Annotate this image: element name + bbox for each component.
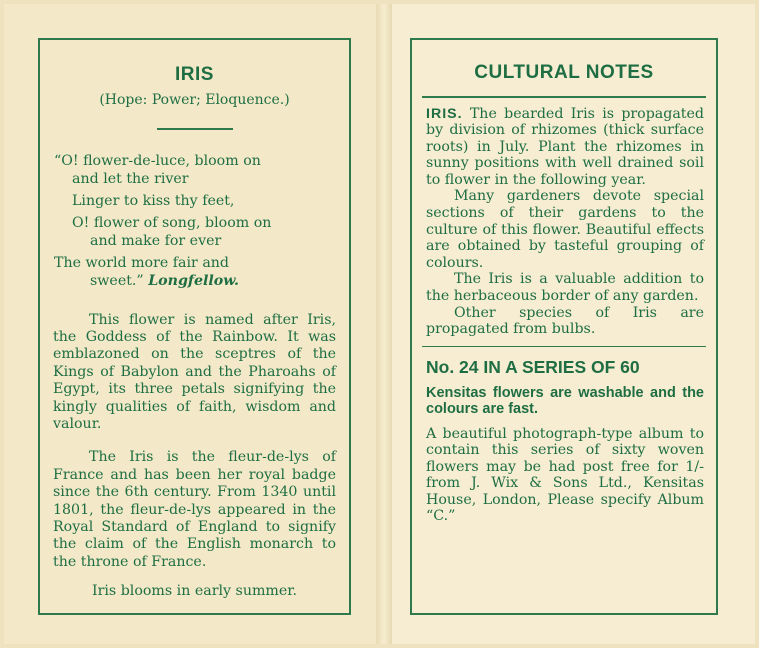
- poem-line: O! flower of song, bloom on and make for ever: [72, 214, 272, 249]
- poem-author: Longfellow.: [148, 272, 239, 289]
- poem-line: “O! flower-de-luce, bloom on and let the river: [54, 152, 261, 187]
- card-fold: [376, 4, 394, 644]
- divider: [422, 346, 706, 348]
- poem-line: Linger to kiss thy feet,: [72, 192, 235, 209]
- right-panel: [410, 38, 718, 615]
- cultural-notes-title: CULTURAL NOTES: [474, 62, 654, 83]
- history-paragraph: The Iris is the fleur-de-lys of France and has been her royal badge since the 6th century. From 1340 until 1801, the fleur-de-lys appeared in the Royal Standard of England to signify the claim of the English monarch to the throne of France.: [53, 449, 336, 570]
- series-number: No. 24 IN A SERIES OF 60: [426, 357, 640, 378]
- cultural-notes: IRIS. The bearded Iris is propagated by division of rhizomes (thick surface roots) in July. Plant the rhizomes in sunny positions with well drained soil to flower in the following year. Many gardeners devote special sections of their gardens to the culture of this flower. Beautiful effects are obtained by tasteful grouping of colours. The Iris is a valuable addition to the herbaceous border of any garden. Other species of Iris are propagated from bulbs.: [426, 105, 704, 338]
- description-paragraph: This flower is named after Iris, the Goddess of the Rainbow. It was emblazoned on the sceptres of the Kings of Babylon and the Pharoahs of Egypt, its three petals signifying the kingly qualities of faith, wisdom and valour.: [53, 311, 336, 432]
- poem: [54, 152, 349, 290]
- divider: [422, 96, 706, 98]
- notes-lead: IRIS.: [426, 105, 463, 122]
- washable-note: Kensitas flowers are washable and the colours are fast.: [426, 385, 704, 417]
- album-offer: A beautiful photograph-type album to contain this series of sixty woven flowers may be had post free for 1/- from J. Wix & Sons Ltd., Kensitas House, London, Please specify Album “C.”: [426, 425, 704, 525]
- left-panel: [38, 38, 351, 615]
- bloom-note: Iris blooms in early summer.: [92, 583, 297, 600]
- flower-title: IRIS: [175, 64, 214, 85]
- flower-meaning: (Hope: Power; Eloquence.): [99, 92, 290, 108]
- divider: [157, 128, 233, 130]
- poem-line: The world more fair and sweet.” Longfellow.: [54, 254, 239, 289]
